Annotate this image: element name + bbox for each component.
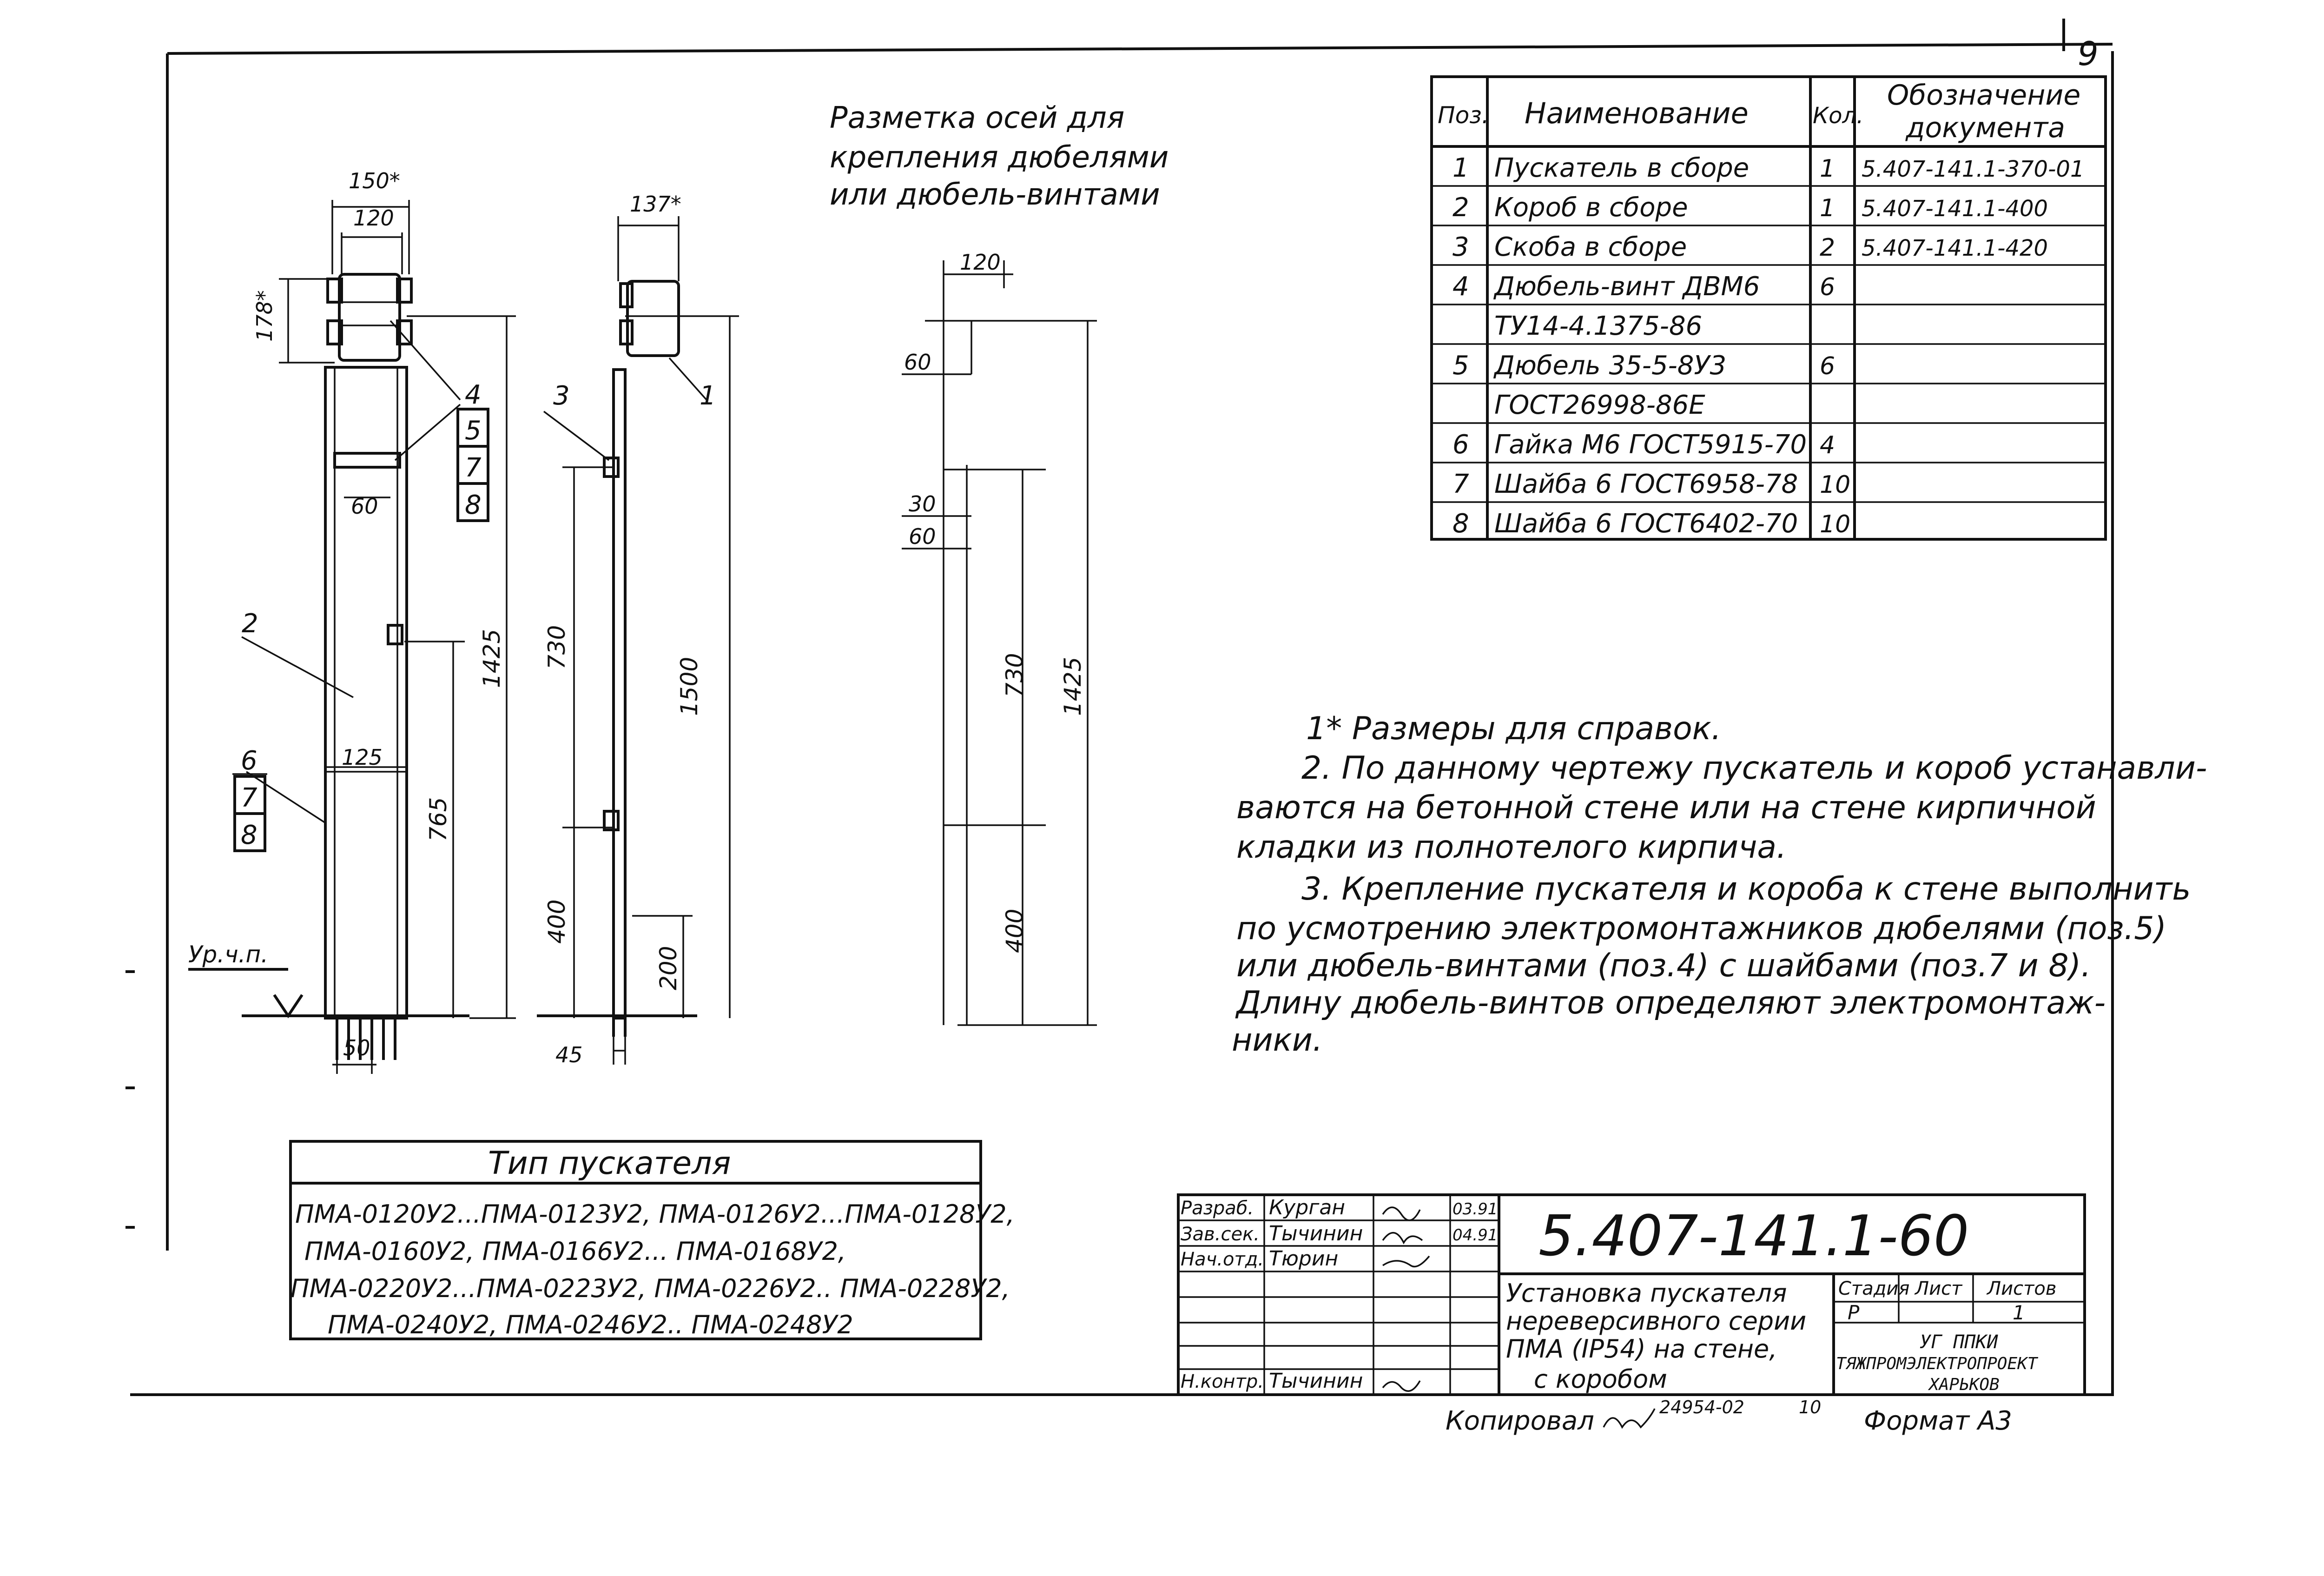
note-3-line-2: по усмотрению электромонтажников дюбелями (поз.5) xyxy=(1236,910,2166,947)
starter-types-line-2: ПМА-0160У2, ПМА-0166У2... ПМА-0168У2, xyxy=(304,1237,846,1266)
footer xyxy=(1446,1397,2012,1436)
spec-row-qty: 10 xyxy=(1820,471,1851,499)
copier-signature xyxy=(1604,1409,1655,1427)
spec-row-qty: 2 xyxy=(1820,234,1835,262)
dim-137-ref: 137* xyxy=(630,192,681,217)
sign-row-name: Тычинин xyxy=(1269,1369,1363,1393)
header-name: Наименование xyxy=(1525,96,1749,130)
spec-row-pos: 1 xyxy=(1452,153,1469,183)
stage-label: Стадия xyxy=(1838,1278,1910,1299)
spec-row-doc: 5.407-141.1-370-01 xyxy=(1862,156,2085,182)
dim-400: 400 xyxy=(543,899,570,944)
callout-7: 7 xyxy=(465,453,482,483)
dim3-60a: 60 xyxy=(904,350,931,375)
footer-ten: 10 xyxy=(1799,1397,1822,1417)
dim-height-ref: 178* xyxy=(252,290,277,342)
dim3-400: 400 xyxy=(1001,908,1028,953)
spec-table-rows xyxy=(1452,153,2084,539)
page-number: 9 xyxy=(2078,35,2099,73)
note-3-line-5: ники. xyxy=(1232,1022,1323,1059)
dim3-730: 730 xyxy=(1001,653,1028,697)
org-line-3: ХАРЬКОВ xyxy=(1929,1375,2000,1394)
spec-row-pos: 2 xyxy=(1452,192,1469,223)
spec-row-pos: 5 xyxy=(1452,351,1469,381)
spec-row-name: Скоба в сборе xyxy=(1494,232,1687,262)
spec-row-name: Дюбель-винт ДВМ6 xyxy=(1494,271,1760,302)
dim-125: 125 xyxy=(342,745,383,770)
callout-7b: 7 xyxy=(241,783,257,813)
spec-row-name: Шайба 6 ГОСТ6402-70 xyxy=(1494,509,1798,539)
stage-value: Р xyxy=(1848,1301,1860,1324)
dim-45: 45 xyxy=(555,1042,583,1067)
spec-row-qty: 6 xyxy=(1820,352,1835,380)
spec-row-name: ТУ14-4.1375-86 xyxy=(1494,311,1703,341)
spec-row-name: Дюбель 35-5-8У3 xyxy=(1494,351,1727,381)
spec-row-qty: 4 xyxy=(1820,431,1835,459)
callout-8b: 8 xyxy=(241,820,257,850)
spec-row-pos: 8 xyxy=(1452,509,1469,539)
caption-line-2: крепления дюбелями xyxy=(830,140,1169,175)
sign-row-role: Н.контр. xyxy=(1181,1371,1264,1392)
caption-line-1: Разметка осей для xyxy=(830,101,1125,135)
dim3-1425: 1425 xyxy=(1059,656,1086,716)
dim-1500: 1500 xyxy=(676,656,703,716)
dim-60: 60 xyxy=(351,494,378,519)
note-2-line-3: кладки из полнотелого кирпича. xyxy=(1236,829,1787,866)
sheets-value: 1 xyxy=(2013,1301,2025,1324)
org-line-1: УГ ППКИ xyxy=(1920,1331,1998,1353)
callout-6: 6 xyxy=(241,746,257,776)
spec-row-qty: 1 xyxy=(1820,194,1835,222)
starter-types-line-3: ПМА-0220У2...ПМА-0223У2, ПМА-0226У2.. ПМА-0228У2, xyxy=(290,1274,1010,1303)
sheets-label: Листов xyxy=(1987,1278,2057,1299)
spec-row-qty: 1 xyxy=(1820,155,1835,183)
dim3-60b: 60 xyxy=(909,524,936,549)
signature-scribbles xyxy=(1383,1207,1429,1391)
callout-3: 3 xyxy=(553,381,570,411)
spec-row-name: Короб в сборе xyxy=(1494,192,1688,223)
dim-765: 765 xyxy=(425,797,452,841)
dim3-120: 120 xyxy=(960,250,1001,275)
inventory-number: 24954-02 xyxy=(1659,1397,1744,1417)
note-3-line-4: Длину дюбель-винтов определяют электромонтаж- xyxy=(1236,985,2106,1021)
dim-50: 50 xyxy=(343,1035,370,1060)
axis-marking-caption xyxy=(830,101,1169,212)
title-desc-3: ПМА (IP54) на стене, xyxy=(1506,1334,1777,1364)
spec-row-pos: 6 xyxy=(1452,430,1469,460)
sign-row-date: 03.91 xyxy=(1452,1200,1498,1218)
title-block-text xyxy=(1506,1204,2056,1394)
dim-width-ref: 150* xyxy=(349,168,400,193)
note-2-line-1: 2. По данному чертежу пускатель и короб устанавли- xyxy=(1301,750,2207,787)
starter-types-line-1: ПМА-0120У2...ПМА-0123У2, ПМА-0126У2...ПМА-0128У2, xyxy=(295,1199,1015,1229)
format-label: Формат А3 xyxy=(1864,1406,2012,1436)
callout-5: 5 xyxy=(465,416,482,446)
starter-types-line-4: ПМА-0240У2, ПМА-0246У2.. ПМА-0248У2 xyxy=(328,1310,853,1339)
header-doc-1: Обозначение xyxy=(1887,79,2081,112)
header-pos: Поз. xyxy=(1438,102,1489,129)
callout-4: 4 xyxy=(465,380,482,410)
org-line-2: ТЯЖПРОМЭЛЕКТРОПРОЕКТ xyxy=(1836,1354,2038,1373)
spec-row-name: Гайка М6 ГОСТ5915-70 xyxy=(1494,430,1807,460)
sign-row-name: Тычинин xyxy=(1269,1222,1363,1245)
spec-row-pos: 3 xyxy=(1452,232,1469,262)
starter-types-title: Тип пускателя xyxy=(488,1145,731,1182)
sign-row-name: Курган xyxy=(1269,1196,1346,1219)
spec-row-name: Пускатель в сборе xyxy=(1494,153,1750,183)
dim-width: 120 xyxy=(353,205,394,231)
spec-row-doc: 5.407-141.1-420 xyxy=(1862,235,2048,261)
document-code: 5.407-141.1-60 xyxy=(1538,1204,1969,1269)
floor-level-label: Ур.ч.п. xyxy=(188,941,269,968)
note-3-line-1: 3. Крепление пускателя и короба к стене выполнить xyxy=(1301,871,2191,907)
spec-row-qty: 10 xyxy=(1820,510,1851,538)
spec-row-qty: 6 xyxy=(1820,273,1835,301)
sign-row-date: 04.91 xyxy=(1452,1226,1498,1245)
callout-1: 1 xyxy=(700,381,716,411)
spec-row-name: Шайба 6 ГОСТ6958-78 xyxy=(1494,469,1798,499)
note-1: 1* Размеры для справок. xyxy=(1306,710,1722,747)
side-view-labels xyxy=(543,192,716,1067)
notes xyxy=(1232,710,2207,1059)
starter-types-table xyxy=(290,1141,1015,1339)
title-desc-4: с коробом xyxy=(1534,1364,1667,1394)
note-3-line-3: или дюбель-винтами (поз.4) с шайбами (поз.7 и 8). xyxy=(1236,947,2091,984)
axis-marking-labels xyxy=(904,250,1086,953)
spec-row-pos: 4 xyxy=(1452,271,1469,302)
sign-row-name: Тюрин xyxy=(1269,1247,1339,1271)
axis-marking-view xyxy=(902,260,1097,1025)
spec-row-doc: 5.407-141.1-400 xyxy=(1862,196,2048,222)
title-desc-1: Установка пускателя xyxy=(1506,1278,1787,1308)
spec-row-name: ГОСТ26998-86Е xyxy=(1494,390,1705,420)
callout-8: 8 xyxy=(465,490,482,520)
copied-label: Копировал xyxy=(1446,1406,1594,1436)
sheet-label: Лист xyxy=(1915,1278,1962,1299)
caption-line-3: или дюбель-винтами xyxy=(830,178,1160,212)
callout-2: 2 xyxy=(242,609,258,639)
dim-1425: 1425 xyxy=(478,629,505,688)
spec-row-pos: 7 xyxy=(1452,469,1469,499)
dim-200: 200 xyxy=(655,946,682,990)
header-qty: Кол. xyxy=(1813,103,1864,129)
sign-row-role: Зав.сек. xyxy=(1181,1224,1260,1245)
sign-row-role: Нач.отд. xyxy=(1181,1249,1264,1270)
sign-row-role: Разраб. xyxy=(1181,1198,1254,1219)
dim3-30: 30 xyxy=(909,491,936,517)
dim-730: 730 xyxy=(543,625,570,669)
title-desc-2: нереверсивного серии xyxy=(1506,1306,1807,1336)
note-2-line-2: ваются на бетонной стене или на стене кирпичной xyxy=(1236,789,2096,826)
header-doc-2: документа xyxy=(1906,112,2066,144)
